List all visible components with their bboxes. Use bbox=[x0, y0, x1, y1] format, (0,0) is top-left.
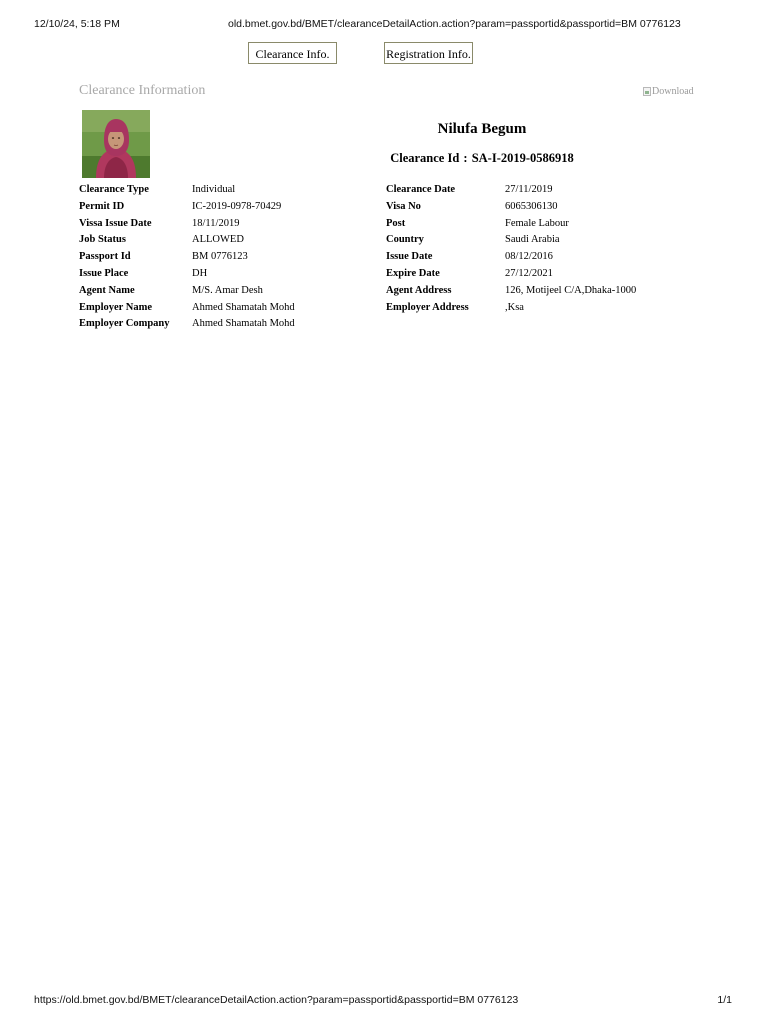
field-value: 18/11/2019 bbox=[192, 217, 240, 229]
applicant-photo bbox=[82, 110, 150, 178]
clearance-id-value: SA-I-2019-0586918 bbox=[471, 151, 574, 165]
field-value: Individual bbox=[192, 184, 236, 195]
field-label: Employer Name bbox=[79, 301, 153, 313]
field-label: Job Status bbox=[79, 234, 126, 246]
tab-registration-info[interactable]: Registration Info. bbox=[384, 42, 473, 64]
field-value: IC-2019-0978-70429 bbox=[192, 200, 282, 212]
field-value: Female Labour bbox=[505, 217, 569, 229]
field-label: Clearance Type bbox=[79, 184, 149, 195]
download-label: Download bbox=[652, 86, 694, 97]
person-name: Nilufa Begum bbox=[437, 121, 527, 137]
print-header-url: old.bmet.gov.bd/BMET/clearanceDetailAction.action?param=passportid&passportid=BM 0776123 bbox=[228, 18, 681, 30]
field-value: Ahmed Shamatah Mohd bbox=[192, 301, 295, 313]
field-value: DH bbox=[192, 267, 208, 279]
field-label: Permit ID bbox=[79, 200, 125, 212]
field-value: M/S. Amar Desh bbox=[192, 284, 263, 296]
field-value: 6065306130 bbox=[505, 200, 558, 212]
field-label: Visa No bbox=[386, 200, 421, 212]
field-label: Issue Place bbox=[79, 267, 129, 279]
field-label: Issue Date bbox=[386, 251, 433, 263]
download-link[interactable] bbox=[643, 86, 694, 97]
tab-clearance-info[interactable]: Clearance Info. bbox=[248, 42, 337, 64]
field-label: Vissa Issue Date bbox=[79, 217, 152, 229]
field-value: ,Ksa bbox=[505, 301, 524, 313]
print-footer bbox=[34, 994, 734, 1008]
page-number: 1/1 bbox=[717, 994, 732, 1006]
field-label: Passport Id bbox=[79, 251, 131, 263]
field-value: BM 0776123 bbox=[192, 251, 248, 263]
field-label: Clearance Date bbox=[386, 184, 456, 195]
field-label: Agent Address bbox=[386, 284, 452, 296]
clearance-id-label: Clearance Id bbox=[390, 151, 460, 165]
field-value: 126, Motijeel C/A,Dhaka-1000 bbox=[505, 284, 637, 296]
field-value: 27/11/2019 bbox=[505, 184, 553, 195]
field-value: 27/12/2021 bbox=[505, 267, 553, 279]
field-value: Ahmed Shamatah Mohd bbox=[192, 318, 295, 330]
clearance-id: Clearance Id : SA-I-2019-0586918 bbox=[390, 151, 574, 165]
field-label: Country bbox=[386, 234, 424, 246]
broken-image-icon bbox=[643, 87, 651, 96]
field-label: Expire Date bbox=[386, 267, 440, 279]
field-label: Agent Name bbox=[79, 284, 135, 296]
field-label: Employer Company bbox=[79, 318, 170, 330]
field-value: ALLOWED bbox=[192, 234, 244, 246]
field-value: 08/12/2016 bbox=[505, 251, 553, 263]
print-footer-url: https://old.bmet.gov.bd/BMET/clearanceDetailAction.action?param=passportid&passportid=BM 0776123 bbox=[34, 994, 519, 1006]
field-value: Saudi Arabia bbox=[505, 234, 560, 246]
print-timestamp: 12/10/24, 5:18 PM bbox=[34, 18, 120, 30]
field-label: Employer Address bbox=[386, 301, 469, 313]
field-label: Post bbox=[386, 217, 406, 229]
print-header bbox=[34, 18, 734, 32]
section-title: Clearance Information bbox=[79, 83, 206, 98]
